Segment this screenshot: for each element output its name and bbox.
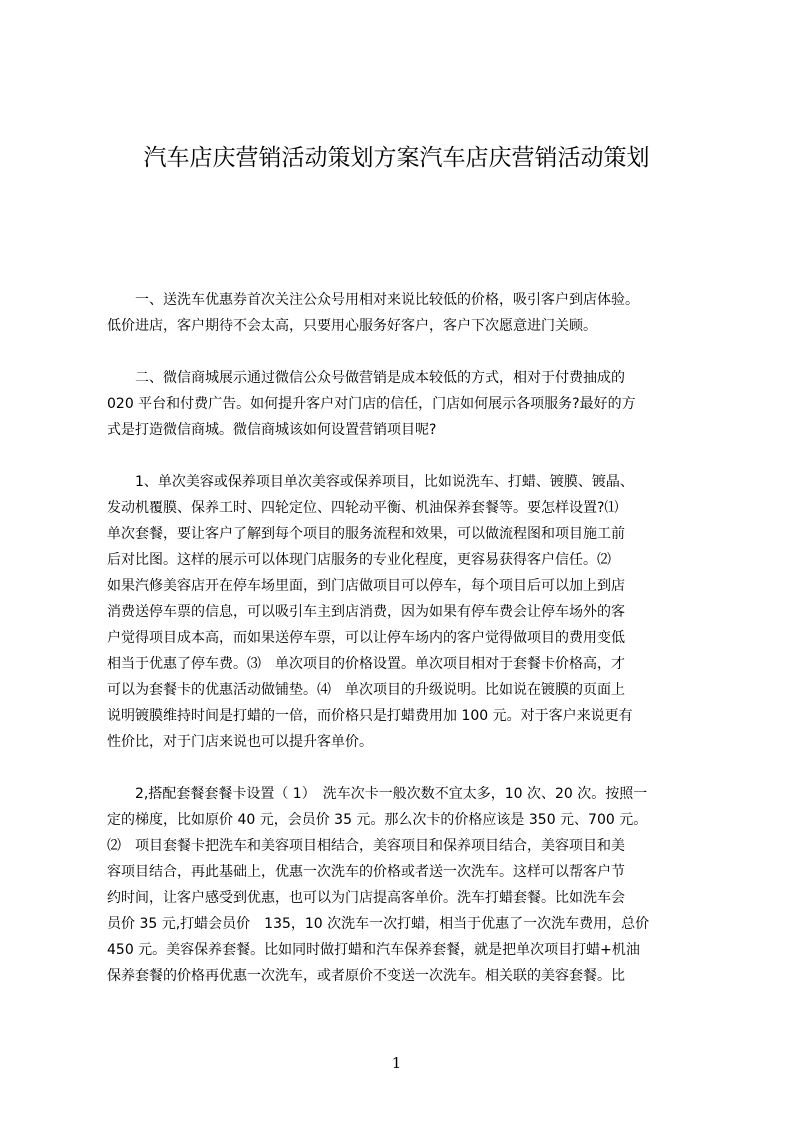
text-line: 一、送洗车优惠券首次关注公众号用相对来说比较低的价格，吸引客户到店体验。 [107, 292, 639, 308]
text-line: 单次套餐，要让客户了解到每个项目的服务流程和效果，可以做流程图和项目施工前 [107, 526, 625, 542]
text-line: 发动机覆膜、保养工时、四轮定位、四轮动平衡、机油保养套餐等。要怎样设置?⑴ [107, 500, 619, 516]
text-line: 如果汽修美容店开在停车场里面，到门店做项目可以停车，每个项目后可以加上到店 [107, 578, 625, 594]
text-line: 户觉得项目成本高，而如果送停车票，可以让停车场内的客户觉得做项目的费用变低 [107, 630, 625, 646]
text-line: 说明镀膜维持时间是打蜡的一倍，而价格只是打蜡费用加 100 元。对于客户来说更有 [107, 708, 633, 724]
paragraph-gap [107, 755, 705, 781]
text-line: 1、单次美容或保养项目单次美容或保养项目，比如说洗车、打蜡、镀膜、镀晶、 [107, 474, 634, 490]
text-line: 020 平台和付费广告。如何提升客户对门店的信任，门店如何展示各项服务?最好的方 [107, 396, 636, 412]
paragraph-package-card [107, 781, 705, 989]
text-line: 员价 35 元,打蜡会员价 135，10 次洗车一次打蜡，相当于优惠了一次洗车费用，总价 [107, 916, 650, 932]
text-line: 性价比，对于门店来说也可以提升客单价。 [107, 734, 373, 750]
text-line: 450 元。美容保养套餐。比如同时做打蜡和汽车保养套餐，就是把单次项目打蜡+机油 [107, 942, 640, 958]
paragraph-gap [107, 339, 705, 365]
text-line: 约时间，让客户感受到优惠，也可以为门店提高客单价。洗车打蜡套餐。比如洗车会 [107, 890, 625, 906]
text-line: 容项目结合，再此基础上，优惠一次洗车的价格或者送一次洗车。这样可以帮客户节 [107, 864, 625, 880]
text-line: 定的梯度，比如原价 40 元，会员价 35 元。那么次卡的价格应该是 350 元、700 元。 [107, 812, 648, 828]
text-line: 可以为套餐卡的优惠活动做铺垫。⑷ 单次项目的升级说明。比如说在镀膜的页面上 [107, 682, 625, 698]
text-line: ⑵ 项目套餐卡把洗车和美容项目相结合，美容项目和保养项目结合，美容项目和美 [107, 838, 625, 854]
document-title: 汽车店庆营销活动策划方案汽车店庆营销活动策划 [143, 145, 650, 171]
text-line: 保养套餐的价格再优惠一次洗车，或者原价不变送一次洗车。相关联的美容套餐。比 [107, 968, 625, 984]
paragraph-promo-coupon [107, 287, 705, 339]
text-line: 低价进店，客户期待不会太高，只要用心服务好客户，客户下次愿意进门关顾。 [107, 318, 597, 334]
text-line: 后对比图。这样的展示可以体现门店服务的专业化程度，更容易获得客户信任。⑵ [107, 552, 611, 568]
text-line: 消费送停车票的信息，可以吸引车主到店消费，因为如果有停车费会让停车场外的客 [107, 604, 625, 620]
text-line: 2,搭配套餐套餐卡设置（ 1） 洗车次卡一般次数不宜太多，10 次、20 次。按照一 [107, 786, 648, 802]
paragraph-gap [107, 443, 705, 469]
text-line: 二、微信商城展示通过微信公众号做营销是成本较低的方式，相对于付费抽成的 [107, 370, 625, 386]
document-body [107, 287, 705, 989]
page-number: 1 [391, 1054, 402, 1072]
text-line: 相当于优惠了停车费。⑶ 单次项目的价格设置。单次项目相对于套餐卡价格高，才 [107, 656, 625, 672]
paragraph-wechat-mall [107, 365, 705, 443]
text-line: 式是打造微信商城。微信商城该如何设置营销项目呢? [107, 422, 437, 438]
paragraph-single-service [107, 469, 705, 755]
